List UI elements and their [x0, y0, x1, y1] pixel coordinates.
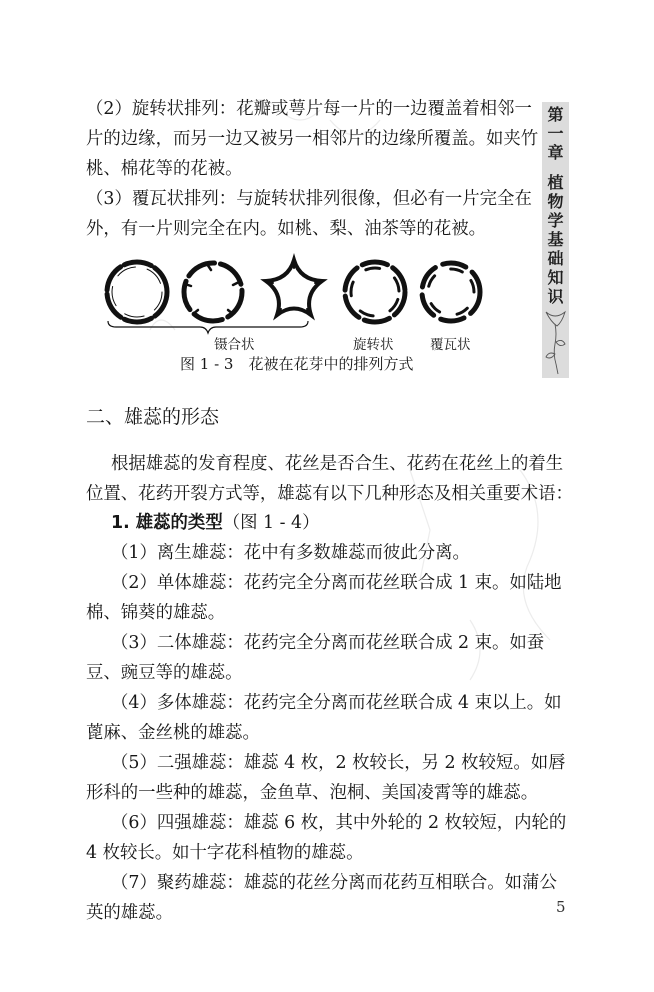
list-item: （6）四强雄蕊：雄蕊 6 枚，其中外轮的 2 枚较短，内轮的 [111, 813, 567, 833]
list-item: （2）单体雄蕊：花药完全分离而花丝联合成 1 束。如陆地 [111, 573, 562, 593]
imbricate-diagram [420, 261, 483, 324]
chapter-title-char: 识 [547, 287, 564, 306]
paragraph-line: 桃、棉花等的花被。 [86, 159, 243, 179]
list-item: （5）二强雄蕊：雄蕊 4 枚，2 枚较长，另 2 枚较短。如唇 [111, 753, 566, 773]
list-item-continuation: 形科的一些种的雄蕊，金鱼草、泡桐、美国凌霄等的雄蕊。 [86, 783, 539, 803]
paragraph-line: 位置、花药开裂方式等，雄蕊有以下几种形态及相关重要术语： [86, 484, 573, 504]
valvate-diagram-3 [266, 260, 322, 315]
label-valvate: 镊合状 [214, 337, 255, 353]
contorted-diagram [345, 262, 405, 322]
chapter-number-char: 一 [547, 124, 564, 143]
chapter-title-char: 础 [547, 249, 564, 268]
subheading [111, 513, 319, 533]
figure-drawing [100, 248, 500, 348]
chapter-title-char: 基 [547, 230, 564, 249]
chapter-title-char: 学 [547, 211, 564, 230]
list-item-continuation: 4 枚较长。如十字花科植物的雄蕊。 [86, 843, 364, 863]
figure-caption: 图 1 - 3 花被在花芽中的排列方式 [180, 355, 414, 373]
section-heading: 二、雄蕊的形态 [86, 406, 220, 428]
label-contorted: 旋转状 [353, 337, 394, 353]
list-item: （3）二体雄蕊：花药完全分离而花丝联合成 2 束。如蚕 [111, 633, 545, 653]
list-item: （4）多体雄蕊：花药完全分离而花丝联合成 4 束以上。如 [111, 693, 562, 713]
paragraph-line: （3）覆瓦状排列：与旋转状排列很像，但必有一片完全在 [86, 189, 532, 209]
paragraph-line: 外，有一片则完全在内。如桃、梨、油茶等的花被。 [86, 219, 486, 239]
list-item-continuation: 豆、豌豆等的雄蕊。 [86, 663, 243, 683]
paragraph-line: （2）旋转状排列：花瓣或萼片每一片的一边覆盖着相邻一 [86, 99, 532, 119]
chapter-tab [542, 102, 569, 378]
chapter-title-char: 物 [547, 192, 564, 211]
list-item: （7）聚药雄蕊：雄蕊的花丝分离而花药互相联合。如蒲公 [111, 873, 557, 893]
paragraph-line: 片的边缘，而另一边又被另一相邻片的边缘所覆盖。如夹竹 [86, 129, 539, 149]
subheading-title: 1. 雄蕊的类型 [111, 513, 223, 533]
chapter-number-char: 第 [547, 105, 564, 124]
chapter-number-char: 章 [547, 143, 564, 162]
list-item-continuation: 棉、锦葵的雄蕊。 [86, 603, 226, 623]
list-item-continuation: 英的雄蕊。 [86, 903, 173, 923]
chapter-title-char: 知 [547, 268, 564, 287]
page-number: 5 [556, 898, 566, 916]
valvate-diagram-1 [107, 262, 167, 322]
flower-illustration-icon [542, 308, 569, 378]
chapter-title-char: 植 [547, 173, 564, 192]
list-item-continuation: 蓖麻、金丝桃的雄蕊。 [86, 723, 260, 743]
subheading-figure-ref: （图 1 - 4） [222, 513, 320, 533]
valvate-diagram-2 [184, 263, 242, 321]
paragraph-line: 根据雄蕊的发育程度、花丝是否合生、花药在花丝上的着生 [111, 454, 564, 474]
list-item: （1）离生雄蕊：花中有多数雄蕊而彼此分离。 [111, 543, 470, 563]
label-imbricate: 覆瓦状 [430, 337, 471, 353]
